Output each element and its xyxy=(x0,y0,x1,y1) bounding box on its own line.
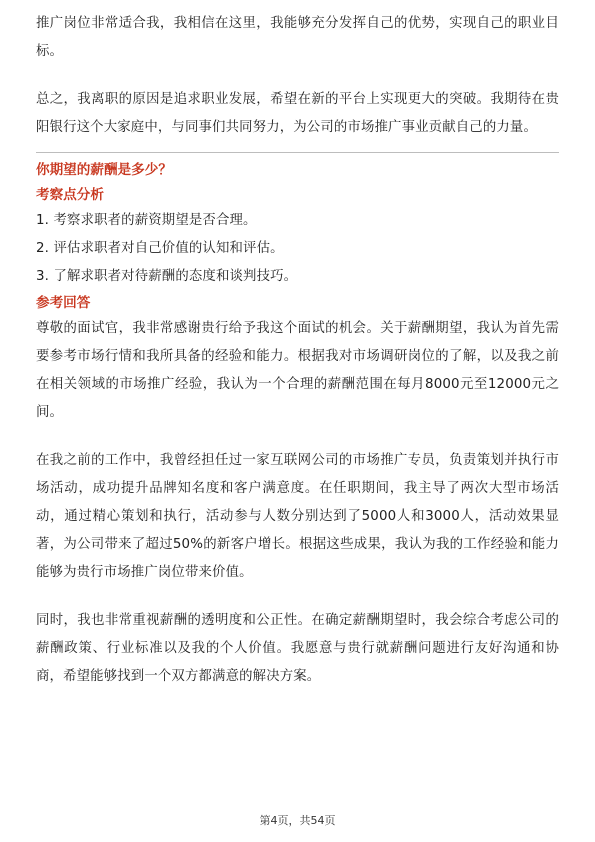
question-heading: 你期望的薪酬是多少？ xyxy=(36,162,172,178)
answer-paragraph: 在我之前的工作中，我曾经担任过一家互联网公司的市场推广专员，负责策划并执行市场活动，成功提升品牌知名度和客户满意度。在任职期间，我主导了两次大型市场活动，通过精心策划和执行，活动参与人数分别达到了5000人和3000人，活动效果显著，为公司带来了超过50%的新客户增长。根据这些成果，我认为我的工作经验和能力能够为贵行市场推广岗位带来价值。 xyxy=(36,453,559,580)
list-item: 2. 评估求职者对自己价值的认知和评估。 xyxy=(36,241,284,256)
analysis-title: 考察点分析 xyxy=(36,187,104,203)
paragraph-continuation: 推广岗位非常适合我，我相信在这里，我能够充分发挥自己的优势，实现自己的职业目标。 xyxy=(36,16,559,59)
answer-paragraph: 同时，我也非常重视薪酬的透明度和公正性。在确定薪酬期望时，我会综合考虑公司的薪酬政策、行业标准以及我的个人价值。我愿意与贵行就薪酬问题进行友好沟通和协商，希望能够找到一个双方都满意的解决方案。 xyxy=(36,613,559,684)
spacer xyxy=(36,427,559,447)
section-divider xyxy=(36,152,559,153)
list-item: 3. 了解求职者对待薪酬的态度和谈判技巧。 xyxy=(36,269,298,284)
paragraph-conclusion: 总之，我离职的原因是追求职业发展，希望在新的平台上实现更大的突破。我期待在贵阳银行这个大家庭中，与同事们共同努力，为公司的市场推广事业贡献自己的力量。 xyxy=(36,92,559,135)
analysis-list xyxy=(36,207,559,291)
document-body xyxy=(36,10,559,691)
answer-paragraph: 尊敬的面试官，我非常感谢贵行给予我这个面试的机会。关于薪酬期望，我认为首先需要参考市场行情和我所具备的经验和能力。根据我对市场调研岗位的了解，以及我之前在相关领域的市场推广经验，我认为一个合理的薪酬范围在每月8000元至12000元之间。 xyxy=(36,321,559,420)
page-footer: 第4页，共54页 xyxy=(259,814,336,827)
answer-title: 参考回答 xyxy=(36,295,91,311)
list-item: 1. 考察求职者的薪资期望是否合理。 xyxy=(36,213,257,228)
spacer xyxy=(36,587,559,607)
spacer xyxy=(36,66,559,86)
